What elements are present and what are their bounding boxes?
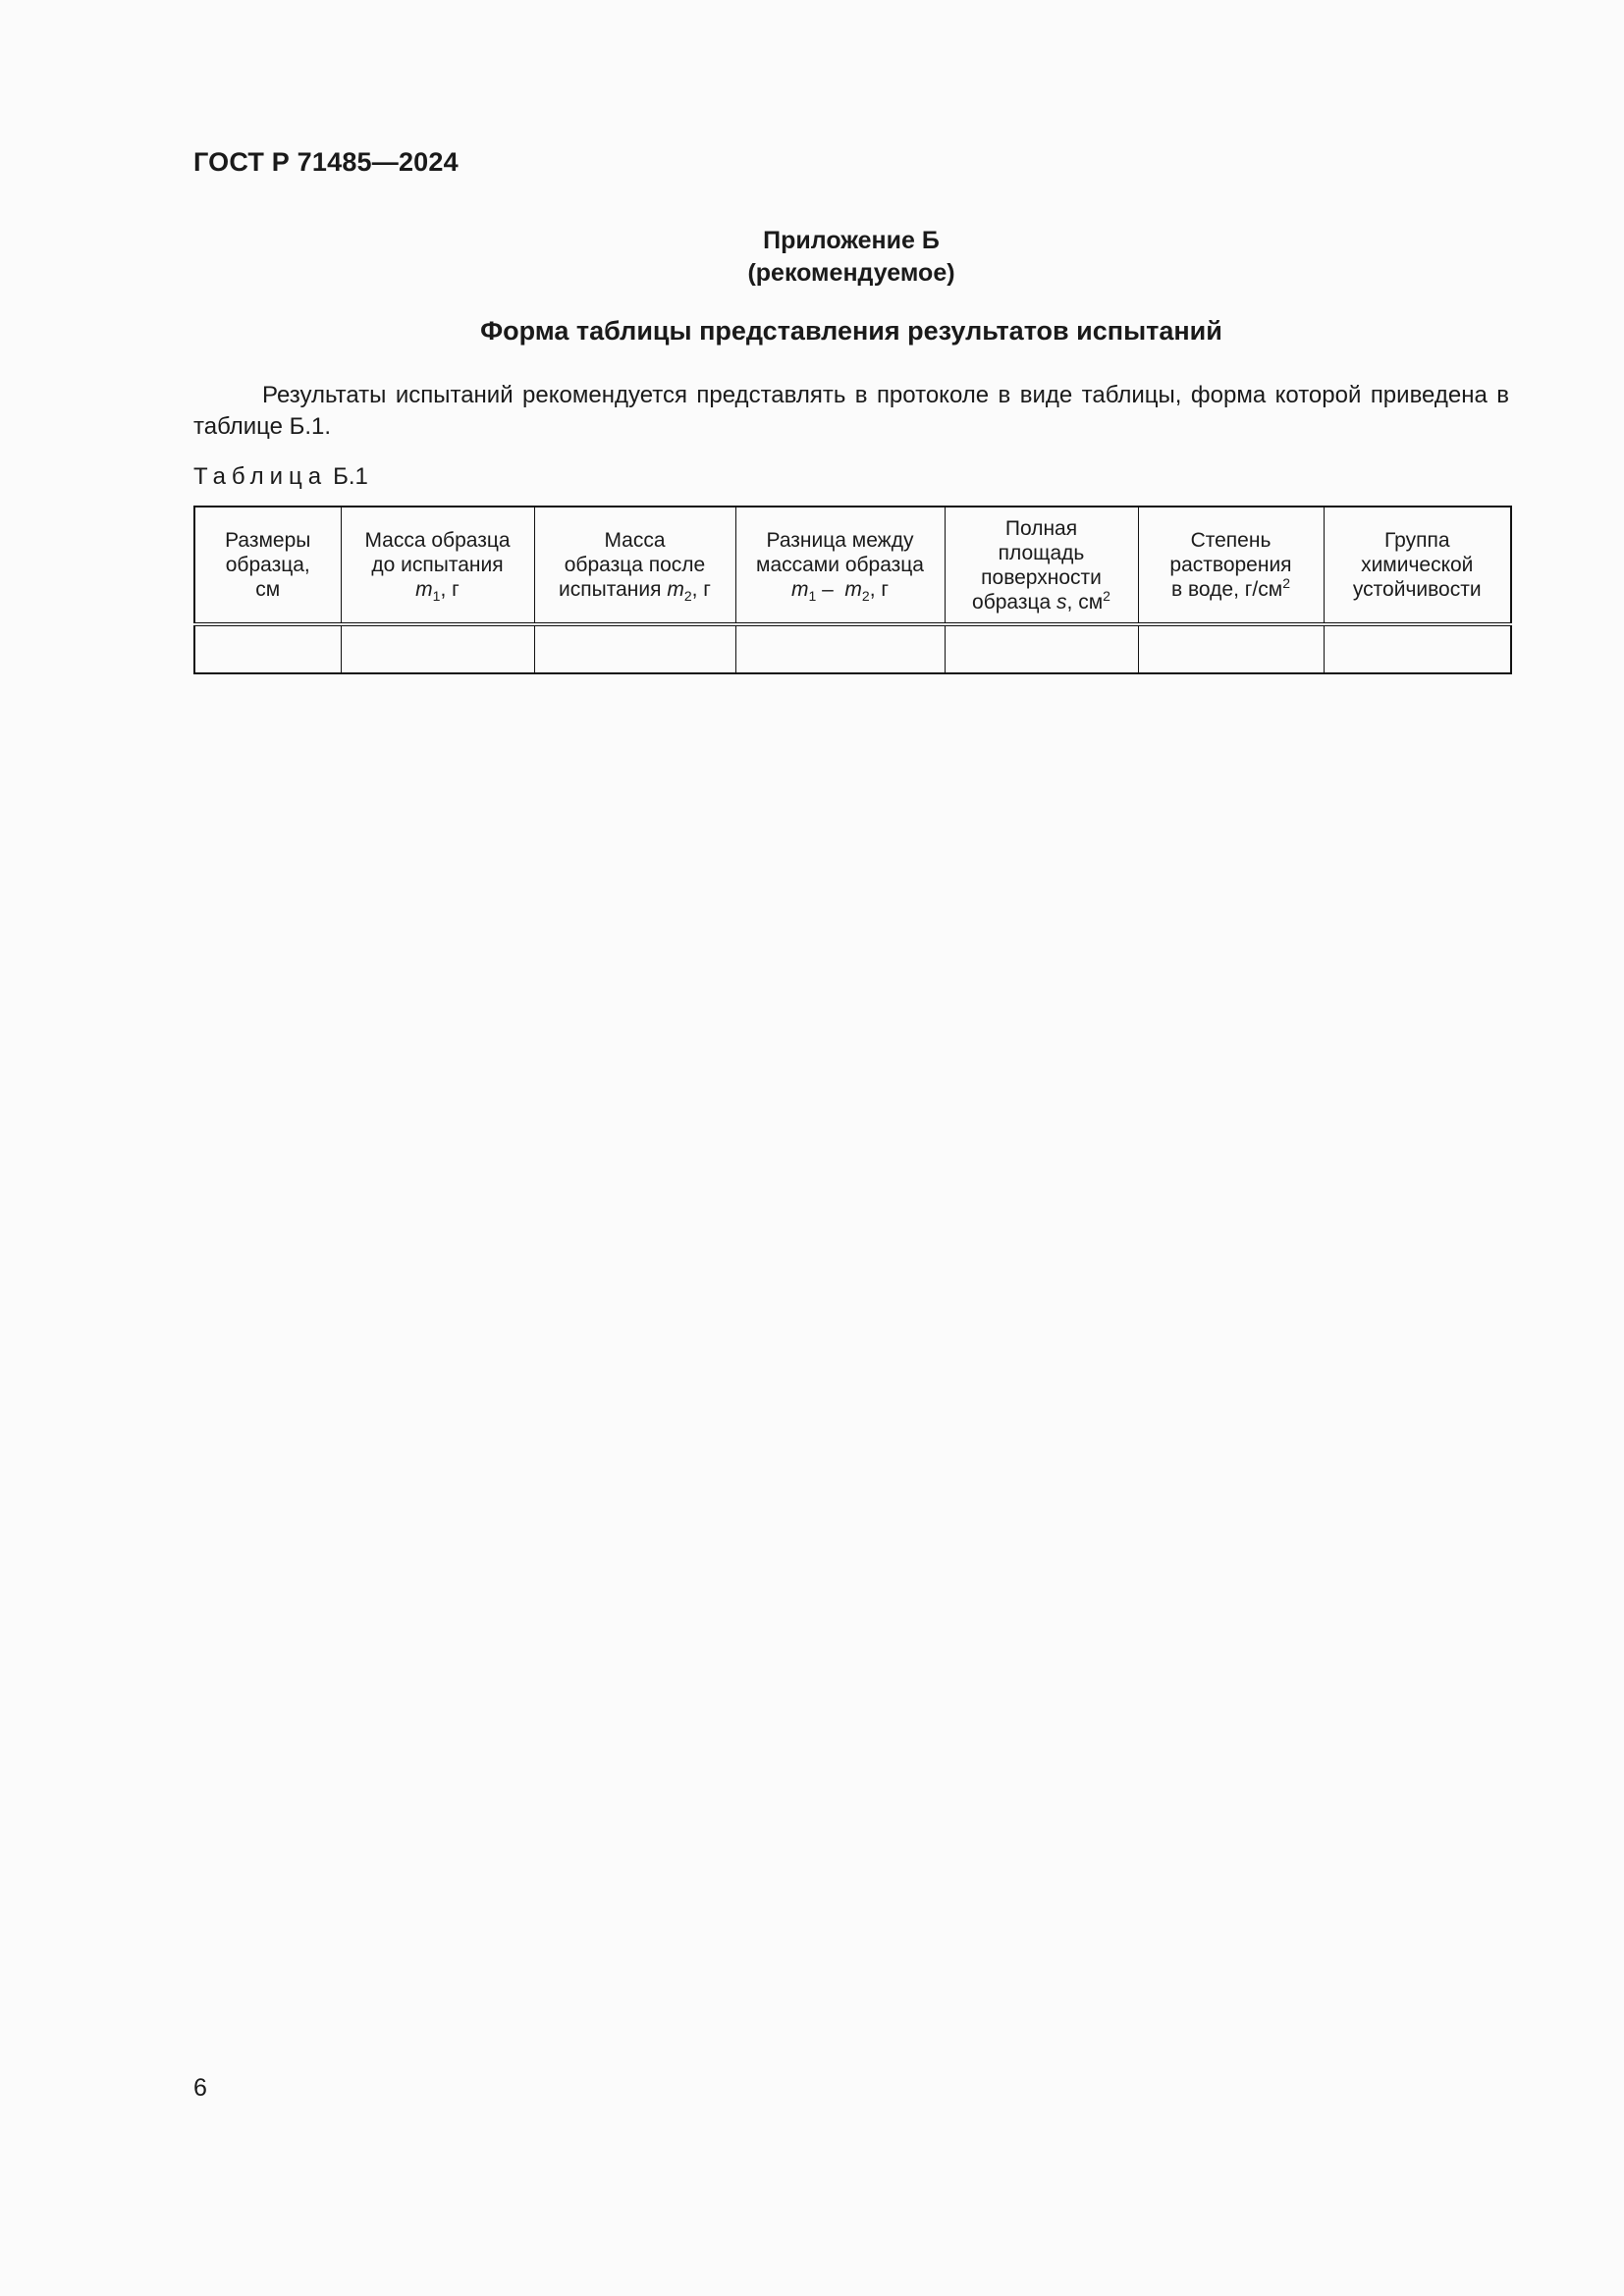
appendix-heading xyxy=(0,225,1624,290)
results-table xyxy=(193,506,1512,674)
table-cell xyxy=(534,624,735,673)
table-caption-number: Б.1 xyxy=(333,463,368,490)
standard-code: ГОСТ Р 71485—2024 xyxy=(193,147,459,177)
col-header-size: Размеры образца, см xyxy=(194,507,341,624)
table-caption-prefix: Таблица xyxy=(193,463,328,490)
col-header-surface-area: Полная площадь поверхности образца s, $см^2$ xyxy=(945,507,1138,624)
table-cell xyxy=(735,624,945,673)
table-cell xyxy=(1138,624,1324,673)
table-cell xyxy=(341,624,534,673)
col-header-mass-before: Масса образца до испытания $m_1$, г xyxy=(341,507,534,624)
page-number: 6 xyxy=(193,2074,207,2102)
col-header-resistance-group: Группа химической устойчивости xyxy=(1324,507,1511,624)
appendix-title: Приложение Б xyxy=(763,227,940,254)
intro-paragraph: Результаты испытаний рекомендуется представлять в протоколе в виде таблицы, форма которой приведена в таблице Б.1. xyxy=(193,382,1509,440)
col-header-mass-after: Масса образца после испытания $m_2$, г xyxy=(534,507,735,624)
table-cell xyxy=(1324,624,1511,673)
section-title: Форма таблицы представления результатов испытаний xyxy=(480,316,1222,346)
col-header-dissolution: Степень растворения в воде, $г/см^2$ xyxy=(1138,507,1324,624)
col-header-mass-diff: Разница между массами образца $m_1 - m_2$, г xyxy=(735,507,945,624)
table-cell xyxy=(945,624,1138,673)
appendix-status: (рекомендуемое) xyxy=(747,259,955,287)
table-cell xyxy=(194,624,341,673)
table-caption xyxy=(193,463,368,491)
table-header-row xyxy=(194,507,1511,624)
table-row xyxy=(194,624,1511,673)
